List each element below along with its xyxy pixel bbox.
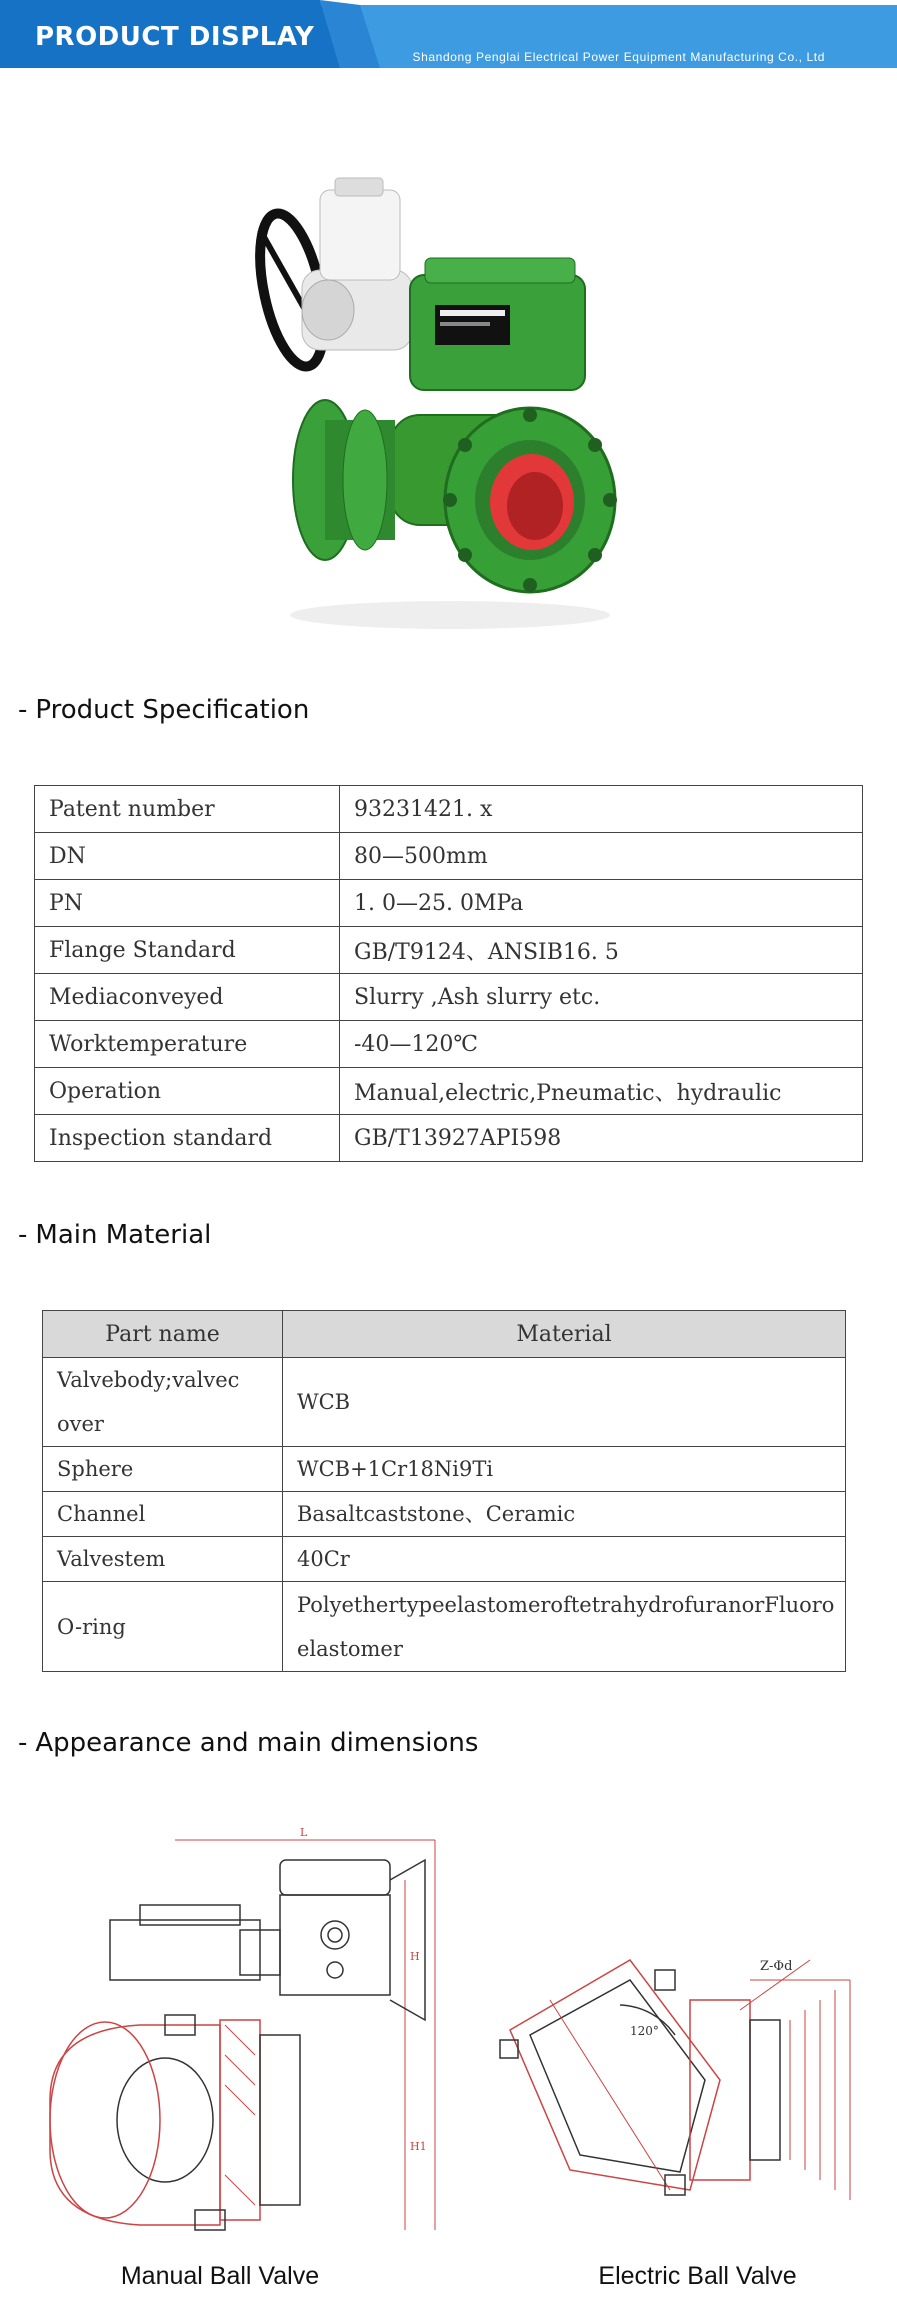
header-company: Shandong Penglai Electrical Power Equipment Manufacturing Co., Ltd — [412, 50, 825, 64]
table-row — [35, 880, 863, 927]
material-part: Valvestem — [43, 1537, 283, 1582]
spec-value: 80—500mm — [340, 833, 863, 880]
material-part: O-ring — [43, 1582, 283, 1672]
material-table — [42, 1310, 846, 1672]
bolt-label: Z-Φd — [760, 1959, 793, 1974]
spec-value: -40—120℃ — [340, 1021, 863, 1068]
page-header — [0, 0, 897, 76]
table-row — [43, 1537, 846, 1582]
table-row — [35, 974, 863, 1021]
section-heading-material: - Main Material — [18, 1220, 212, 1250]
svg-text:H: H — [410, 1950, 420, 1963]
table-row — [43, 1492, 846, 1537]
spec-value: Manual,electric,Pneumatic、hydraulic — [340, 1068, 863, 1115]
table-row — [43, 1358, 846, 1447]
electric-ball-valve-drawing — [490, 1940, 880, 2240]
manual-ball-valve-caption: Manual Ball Valve — [120, 2262, 320, 2290]
material-value: PolyethertypeelastomeroftetrahydrofuranorFluoroelastomer — [283, 1582, 846, 1672]
product-image — [240, 170, 660, 640]
table-row — [35, 927, 863, 974]
svg-text:H1: H1 — [410, 2140, 427, 2153]
material-part: Sphere — [43, 1447, 283, 1492]
table-row — [35, 1115, 863, 1162]
spec-key: PN — [35, 880, 340, 927]
manual-ball-valve-drawing — [30, 1820, 470, 2240]
table-row — [35, 1068, 863, 1115]
spec-value: Slurry ,Ash slurry etc. — [340, 974, 863, 1021]
table-row — [35, 1021, 863, 1068]
electric-ball-valve-caption: Electric Ball Valve — [598, 2262, 797, 2290]
spec-value: 93231421. x — [340, 786, 863, 833]
spec-key: DN — [35, 833, 340, 880]
table-row — [43, 1447, 846, 1492]
table-row — [43, 1582, 846, 1672]
spec-value: 1. 0—25. 0MPa — [340, 880, 863, 927]
material-value: WCB+1Cr18Ni9Ti — [283, 1447, 846, 1492]
header-title: PRODUCT DISPLAY — [35, 22, 315, 52]
spec-table — [34, 785, 863, 1162]
section-heading-dimensions: - Appearance and main dimensions — [18, 1728, 479, 1758]
section-heading-spec: - Product Specification — [18, 695, 310, 725]
table-row — [35, 786, 863, 833]
material-header-part: Part name — [43, 1311, 283, 1358]
material-part: Valvebody;valvec over — [43, 1358, 283, 1447]
table-row — [35, 833, 863, 880]
material-part: Channel — [43, 1492, 283, 1537]
spec-value: GB/T9124、ANSIB16. 5 — [340, 927, 863, 974]
svg-text:L: L — [300, 1826, 308, 1839]
spec-key: Patent number — [35, 786, 340, 833]
spec-value: GB/T13927API598 — [340, 1115, 863, 1162]
spec-key: Inspection standard — [35, 1115, 340, 1162]
spec-key: Mediaconveyed — [35, 974, 340, 1021]
spec-key: Worktemperature — [35, 1021, 340, 1068]
material-value: Basaltcaststone、Ceramic — [283, 1492, 846, 1537]
material-value: 40Cr — [283, 1537, 846, 1582]
material-value: WCB — [283, 1358, 846, 1447]
angle-label: 120° — [630, 2024, 659, 2038]
spec-key: Operation — [35, 1068, 340, 1115]
material-header-material: Material — [283, 1311, 846, 1358]
spec-key: Flange Standard — [35, 927, 340, 974]
